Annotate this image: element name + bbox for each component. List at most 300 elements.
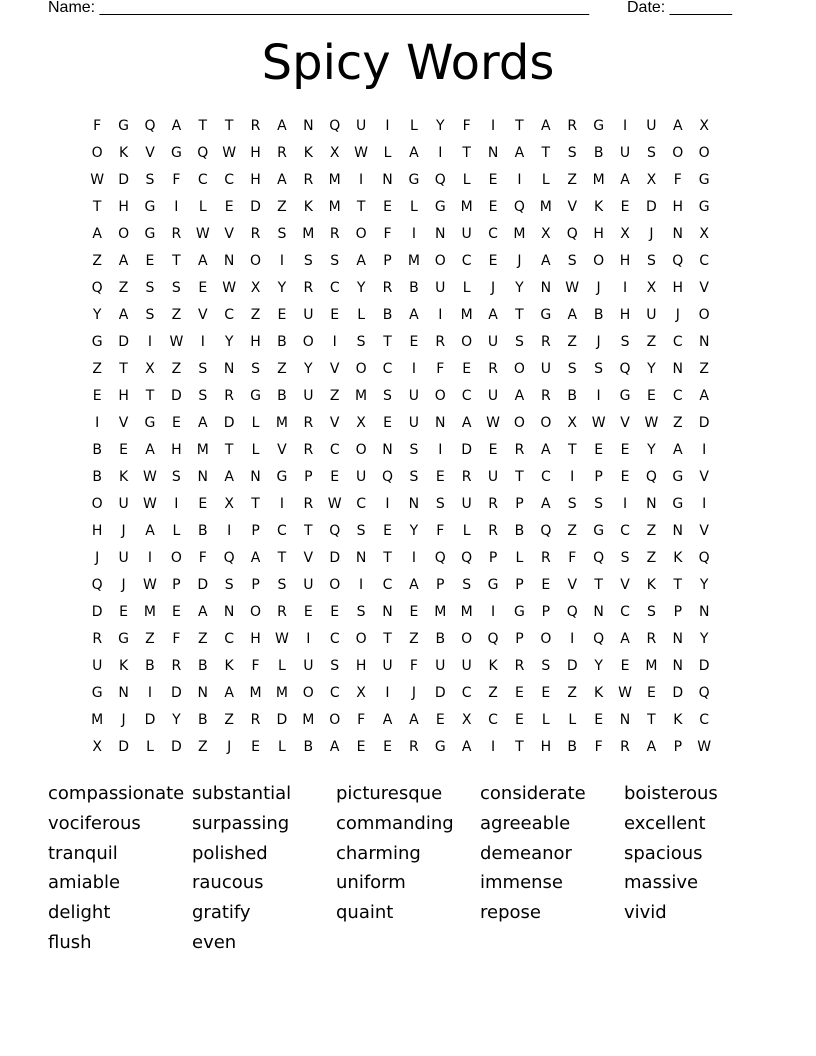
grid-letter[interactable]: P (488, 550, 498, 566)
grid-letter[interactable]: A (541, 442, 551, 458)
grid-letter[interactable]: A (541, 496, 551, 512)
grid-letter[interactable]: R (277, 604, 287, 620)
grid-letter[interactable]: Z (329, 388, 340, 404)
grid-letter[interactable]: F (172, 172, 181, 188)
grid-letter[interactable]: C (197, 172, 208, 188)
grid-letter[interactable]: Q (698, 685, 710, 701)
grid-letter[interactable]: G (434, 739, 446, 755)
grid-letter[interactable]: I (490, 604, 496, 620)
grid-letter[interactable]: F (93, 118, 102, 134)
grid-letter[interactable]: F (673, 172, 682, 188)
grid-letter[interactable]: I (385, 118, 390, 134)
grid-letter[interactable]: I (359, 172, 364, 188)
grid-letter[interactable]: R (171, 226, 182, 242)
grid-letter[interactable]: Q (91, 280, 103, 296)
grid-letter[interactable]: B (197, 658, 208, 674)
grid-letter[interactable]: F (357, 712, 366, 728)
grid-letter[interactable]: O (355, 631, 367, 647)
grid-letter[interactable]: N (435, 226, 446, 242)
grid-letter[interactable]: E (277, 307, 287, 323)
grid-letter[interactable]: Q (91, 577, 103, 593)
grid-letter[interactable]: I (385, 496, 390, 512)
grid-letter[interactable]: E (198, 496, 208, 512)
grid-letter[interactable]: C (224, 307, 235, 323)
grid-letter[interactable]: X (567, 415, 578, 431)
grid-letter[interactable]: J (227, 739, 232, 755)
grid-letter[interactable]: I (174, 199, 179, 215)
grid-letter[interactable]: T (647, 712, 656, 728)
grid-letter[interactable]: Z (646, 334, 657, 350)
grid-letter[interactable]: S (515, 334, 524, 350)
grid-letter[interactable]: F (409, 658, 418, 674)
grid-letter[interactable]: N (382, 172, 393, 188)
grid-letter[interactable]: P (383, 253, 392, 269)
grid-letter[interactable]: E (620, 442, 630, 458)
grid-letter[interactable]: E (515, 712, 524, 728)
grid-letter[interactable]: A (673, 118, 683, 134)
grid-letter[interactable]: N (698, 334, 710, 350)
grid-letter[interactable]: T (383, 550, 392, 566)
grid-letter[interactable]: S (541, 658, 551, 674)
grid-letter[interactable]: L (409, 118, 418, 134)
grid-letter[interactable]: X (92, 739, 102, 755)
grid-letter[interactable]: O (250, 253, 262, 269)
grid-letter[interactable]: U (646, 307, 657, 323)
grid-letter[interactable]: X (646, 172, 657, 188)
grid-letter[interactable]: C (620, 523, 630, 539)
grid-letter[interactable]: R (540, 388, 551, 404)
grid-letter[interactable]: C (382, 577, 393, 593)
grid-letter[interactable]: H (619, 307, 631, 323)
grid-letter[interactable]: Z (488, 685, 498, 701)
grid-letter[interactable]: E (145, 253, 155, 269)
grid-letter[interactable]: N (487, 145, 499, 161)
grid-letter[interactable]: A (488, 307, 498, 323)
grid-letter[interactable]: D (672, 685, 684, 701)
grid-letter[interactable]: F (568, 550, 577, 566)
grid-letter[interactable]: S (567, 496, 577, 512)
grid-letter[interactable]: J (596, 280, 601, 296)
grid-letter[interactable]: L (515, 550, 524, 566)
grid-letter[interactable]: I (490, 739, 496, 755)
grid-letter[interactable]: J (649, 226, 654, 242)
grid-letter[interactable]: T (515, 739, 524, 755)
grid-letter[interactable]: F (198, 550, 207, 566)
grid-letter[interactable]: C (699, 253, 710, 269)
grid-letter[interactable]: U (118, 550, 129, 566)
grid-letter[interactable]: E (330, 307, 340, 323)
grid-letter[interactable]: E (488, 199, 498, 215)
grid-letter[interactable]: V (329, 415, 340, 431)
grid-letter[interactable]: W (90, 172, 105, 188)
grid-letter[interactable]: Q (513, 199, 525, 215)
grid-letter[interactable]: U (355, 469, 367, 485)
grid-letter[interactable]: L (251, 415, 260, 431)
grid-letter[interactable]: G (408, 172, 420, 188)
grid-letter[interactable]: H (250, 145, 261, 161)
grid-letter[interactable]: I (279, 496, 284, 512)
grid-letter[interactable]: U (408, 388, 419, 404)
grid-letter[interactable]: A (567, 307, 578, 323)
grid-letter[interactable]: S (567, 145, 577, 161)
grid-letter[interactable]: H (619, 253, 631, 269)
grid-letter[interactable]: R (303, 496, 314, 512)
grid-letter[interactable]: I (147, 334, 153, 350)
grid-letter[interactable]: D (197, 577, 209, 593)
grid-letter[interactable]: A (699, 388, 709, 404)
grid-letter[interactable]: G (540, 307, 552, 323)
grid-letter[interactable]: B (277, 334, 287, 350)
grid-letter[interactable]: W (143, 577, 157, 593)
grid-letter[interactable]: Z (92, 253, 102, 269)
grid-letter[interactable]: A (118, 253, 129, 269)
grid-letter[interactable]: O (698, 145, 710, 161)
grid-letter[interactable]: E (171, 415, 181, 431)
grid-letter[interactable]: Q (434, 172, 446, 188)
grid-letter[interactable]: Q (144, 118, 156, 134)
grid-letter[interactable]: N (435, 415, 446, 431)
grid-letter[interactable]: E (435, 469, 445, 485)
grid-letter[interactable]: E (462, 361, 472, 377)
grid-letter[interactable]: Y (172, 712, 181, 728)
grid-letter[interactable]: V (620, 577, 630, 593)
grid-letter[interactable]: Z (224, 712, 234, 728)
grid-letter[interactable]: G (619, 388, 631, 404)
grid-letter[interactable]: B (435, 631, 446, 647)
grid-letter[interactable]: I (306, 631, 311, 647)
grid-letter[interactable]: W (169, 334, 184, 350)
grid-letter[interactable]: I (622, 280, 628, 296)
grid-letter[interactable]: T (224, 442, 234, 458)
grid-letter[interactable]: S (145, 307, 155, 323)
grid-letter[interactable]: Q (197, 145, 209, 161)
grid-letter[interactable]: V (329, 361, 340, 377)
grid-letter[interactable]: O (540, 415, 552, 431)
grid-letter[interactable]: E (92, 388, 102, 404)
grid-letter[interactable]: O (302, 685, 314, 701)
grid-letter[interactable]: Q (329, 523, 341, 539)
grid-letter[interactable]: B (567, 388, 578, 404)
grid-letter[interactable]: U (303, 307, 314, 323)
grid-letter[interactable]: C (382, 361, 393, 377)
grid-letter[interactable]: U (382, 658, 393, 674)
grid-letter[interactable]: G (144, 199, 156, 215)
grid-letter[interactable]: S (198, 388, 208, 404)
grid-letter[interactable]: U (487, 334, 499, 350)
grid-letter[interactable]: Q (566, 604, 578, 620)
grid-letter[interactable]: E (594, 712, 604, 728)
grid-letter[interactable]: I (438, 307, 443, 323)
grid-letter[interactable]: A (224, 469, 234, 485)
grid-letter[interactable]: S (303, 253, 313, 269)
grid-letter[interactable]: G (487, 577, 499, 593)
grid-letter[interactable]: H (540, 739, 552, 755)
grid-letter[interactable]: Q (593, 550, 605, 566)
grid-letter[interactable]: V (567, 577, 578, 593)
grid-letter[interactable]: J (95, 550, 100, 566)
grid-letter[interactable]: F (436, 361, 445, 377)
grid-letter[interactable]: S (646, 604, 656, 620)
grid-letter[interactable]: O (170, 550, 182, 566)
grid-letter[interactable]: K (673, 712, 683, 728)
grid-letter[interactable]: V (699, 280, 709, 296)
grid-letter[interactable]: H (118, 199, 129, 215)
grid-letter[interactable]: V (118, 415, 129, 431)
grid-letter[interactable]: G (593, 523, 605, 539)
grid-letter[interactable]: L (409, 199, 418, 215)
grid-letter[interactable]: R (303, 415, 314, 431)
grid-letter[interactable]: D (170, 685, 182, 701)
grid-letter[interactable]: W (143, 496, 157, 512)
grid-letter[interactable]: O (302, 334, 314, 350)
grid-letter[interactable]: A (197, 604, 208, 620)
grid-letter[interactable]: V (620, 415, 630, 431)
grid-letter[interactable]: O (355, 442, 367, 458)
grid-letter[interactable]: A (329, 739, 340, 755)
grid-letter[interactable]: I (596, 388, 601, 404)
grid-letter[interactable]: Z (567, 334, 578, 350)
grid-letter[interactable]: W (327, 496, 342, 512)
grid-letter[interactable]: Q (698, 550, 710, 566)
grid-letter[interactable]: U (646, 118, 657, 134)
grid-letter[interactable]: R (250, 226, 261, 242)
grid-letter[interactable]: Q (487, 631, 499, 647)
grid-letter[interactable]: U (619, 145, 631, 161)
grid-letter[interactable]: S (145, 172, 155, 188)
grid-letter[interactable]: I (702, 496, 707, 512)
grid-letter[interactable]: U (487, 388, 499, 404)
grid-letter[interactable]: L (357, 307, 365, 323)
grid-letter[interactable]: Q (566, 226, 578, 242)
grid-letter[interactable]: L (568, 712, 577, 728)
grid-letter[interactable]: J (411, 685, 416, 701)
grid-letter[interactable]: P (515, 577, 524, 593)
grid-letter[interactable]: R (514, 658, 525, 674)
grid-letter[interactable]: A (620, 172, 630, 188)
grid-letter[interactable]: A (356, 253, 366, 269)
grid-letter[interactable]: B (593, 145, 604, 161)
grid-letter[interactable]: T (383, 334, 392, 350)
grid-letter[interactable]: B (567, 739, 578, 755)
grid-letter[interactable]: G (250, 388, 261, 404)
grid-letter[interactable]: Y (409, 523, 419, 539)
grid-letter[interactable]: G (698, 172, 710, 188)
grid-letter[interactable]: E (646, 388, 656, 404)
grid-letter[interactable]: A (409, 577, 419, 593)
grid-letter[interactable]: I (438, 145, 443, 161)
grid-letter[interactable]: C (672, 334, 683, 350)
grid-letter[interactable]: Y (224, 334, 234, 350)
grid-letter[interactable]: R (514, 442, 525, 458)
grid-letter[interactable]: T (673, 577, 683, 593)
grid-letter[interactable]: D (144, 712, 156, 728)
grid-letter[interactable]: A (409, 307, 419, 323)
grid-letter[interactable]: T (145, 388, 155, 404)
grid-letter[interactable]: T (462, 145, 471, 161)
grid-letter[interactable]: D (276, 712, 288, 728)
grid-letter[interactable]: X (329, 145, 340, 161)
grid-letter[interactable]: J (675, 307, 680, 323)
grid-letter[interactable]: S (356, 523, 366, 539)
grid-letter[interactable]: G (276, 469, 288, 485)
grid-letter[interactable]: S (620, 334, 630, 350)
grid-letter[interactable]: N (303, 118, 314, 134)
grid-letter[interactable]: P (251, 577, 260, 593)
grid-letter[interactable]: S (251, 361, 260, 377)
grid-letter[interactable]: V (699, 523, 709, 539)
grid-letter[interactable]: K (118, 145, 129, 161)
grid-letter[interactable]: U (408, 415, 419, 431)
grid-letter[interactable]: E (383, 739, 392, 755)
grid-letter[interactable]: P (594, 469, 603, 485)
grid-letter[interactable]: S (356, 604, 366, 620)
grid-letter[interactable]: C (461, 685, 472, 701)
grid-letter[interactable]: A (92, 226, 102, 242)
grid-letter[interactable]: I (622, 118, 628, 134)
grid-letter[interactable]: B (92, 469, 102, 485)
grid-letter[interactable]: N (223, 253, 235, 269)
grid-letter[interactable]: Q (434, 550, 446, 566)
grid-letter[interactable]: R (488, 496, 498, 512)
grid-letter[interactable]: S (145, 280, 155, 296)
grid-letter[interactable]: J (490, 280, 496, 296)
grid-letter[interactable]: A (382, 712, 393, 728)
grid-letter[interactable]: I (95, 415, 100, 431)
grid-letter[interactable]: E (383, 415, 392, 431)
grid-letter[interactable]: W (195, 226, 210, 242)
grid-letter[interactable]: S (646, 253, 656, 269)
grid-letter[interactable]: Q (329, 118, 341, 134)
grid-letter[interactable]: H (672, 280, 684, 296)
grid-letter[interactable]: N (197, 469, 208, 485)
grid-letter[interactable]: G (593, 118, 605, 134)
grid-letter[interactable]: D (118, 334, 129, 350)
grid-letter[interactable]: A (514, 388, 525, 404)
grid-letter[interactable]: Y (699, 577, 709, 593)
grid-letter[interactable]: I (517, 172, 522, 188)
grid-letter[interactable]: S (330, 253, 340, 269)
grid-letter[interactable]: P (251, 523, 260, 539)
grid-letter[interactable]: E (435, 712, 445, 728)
grid-letter[interactable]: Q (381, 469, 393, 485)
grid-letter[interactable]: K (118, 469, 129, 485)
grid-letter[interactable]: I (411, 361, 416, 377)
grid-letter[interactable]: M (196, 442, 209, 458)
grid-letter[interactable]: U (303, 658, 314, 674)
grid-letter[interactable]: I (490, 118, 496, 134)
grid-letter[interactable]: C (329, 280, 340, 296)
grid-letter[interactable]: Z (672, 415, 683, 431)
grid-letter[interactable]: I (438, 442, 443, 458)
grid-letter[interactable]: I (411, 226, 416, 242)
grid-letter[interactable]: I (622, 496, 628, 512)
grid-letter[interactable]: I (332, 334, 337, 350)
grid-letter[interactable]: M (592, 172, 605, 188)
grid-letter[interactable]: W (275, 631, 289, 647)
grid-letter[interactable]: Y (647, 442, 656, 458)
grid-letter[interactable]: L (278, 658, 286, 674)
grid-letter[interactable]: S (594, 361, 604, 377)
grid-letter[interactable]: O (434, 253, 446, 269)
grid-letter[interactable]: R (567, 118, 578, 134)
grid-letter[interactable]: X (250, 280, 261, 296)
grid-letter[interactable]: J (121, 712, 126, 728)
grid-letter[interactable]: S (567, 253, 577, 269)
grid-letter[interactable]: C (488, 712, 498, 728)
grid-letter[interactable]: B (593, 307, 604, 323)
grid-letter[interactable]: R (277, 145, 287, 161)
grid-letter[interactable]: G (672, 469, 684, 485)
grid-letter[interactable]: W (697, 739, 712, 755)
grid-letter[interactable]: Y (435, 118, 445, 134)
grid-letter[interactable]: Z (567, 523, 578, 539)
grid-letter[interactable]: X (699, 118, 709, 134)
grid-letter[interactable]: M (355, 388, 368, 404)
grid-letter[interactable]: I (147, 550, 153, 566)
grid-letter[interactable]: A (118, 307, 129, 323)
grid-letter[interactable]: V (197, 307, 208, 323)
grid-letter[interactable]: X (541, 226, 551, 242)
grid-letter[interactable]: H (118, 388, 129, 404)
grid-letter[interactable]: N (540, 280, 552, 296)
grid-letter[interactable]: K (646, 577, 656, 593)
grid-letter[interactable]: O (513, 415, 525, 431)
grid-letter[interactable]: Q (645, 469, 657, 485)
grid-letter[interactable]: T (541, 145, 551, 161)
grid-letter[interactable]: C (699, 712, 710, 728)
grid-letter[interactable]: M (460, 199, 473, 215)
grid-letter[interactable]: J (121, 577, 126, 593)
grid-letter[interactable]: G (514, 604, 525, 620)
grid-letter[interactable]: T (251, 496, 260, 512)
grid-letter[interactable]: U (461, 226, 472, 242)
grid-letter[interactable]: R (171, 658, 182, 674)
grid-letter[interactable]: U (461, 496, 472, 512)
grid-letter[interactable]: S (171, 469, 181, 485)
grid-letter[interactable]: P (673, 739, 683, 755)
grid-letter[interactable]: X (145, 361, 155, 377)
grid-letter[interactable]: I (174, 496, 179, 512)
grid-letter[interactable]: T (172, 253, 181, 269)
grid-letter[interactable]: T (304, 523, 313, 539)
grid-letter[interactable]: I (385, 685, 390, 701)
grid-letter[interactable]: V (224, 226, 234, 242)
grid-letter[interactable]: T (224, 118, 234, 134)
grid-letter[interactable]: G (170, 145, 182, 161)
grid-letter[interactable]: E (330, 604, 340, 620)
grid-letter[interactable]: B (197, 712, 208, 728)
grid-letter[interactable]: O (513, 361, 525, 377)
grid-letter[interactable]: N (646, 496, 657, 512)
grid-letter[interactable]: L (198, 199, 207, 215)
grid-letter[interactable]: U (461, 658, 472, 674)
grid-letter[interactable]: W (354, 145, 369, 161)
grid-letter[interactable]: U (118, 496, 129, 512)
grid-letter[interactable]: E (251, 739, 260, 755)
grid-letter[interactable]: L (172, 523, 181, 539)
grid-letter[interactable]: S (224, 577, 234, 593)
grid-letter[interactable]: H (593, 226, 604, 242)
grid-letter[interactable]: Z (567, 685, 578, 701)
grid-letter[interactable]: Y (92, 307, 102, 323)
grid-letter[interactable]: Z (92, 361, 102, 377)
grid-letter[interactable]: O (672, 145, 684, 161)
grid-letter[interactable]: O (355, 226, 367, 242)
grid-letter[interactable]: C (488, 226, 498, 242)
grid-letter[interactable]: X (620, 226, 630, 242)
grid-letter[interactable]: W (143, 469, 157, 485)
grid-letter[interactable]: Y (699, 631, 709, 647)
